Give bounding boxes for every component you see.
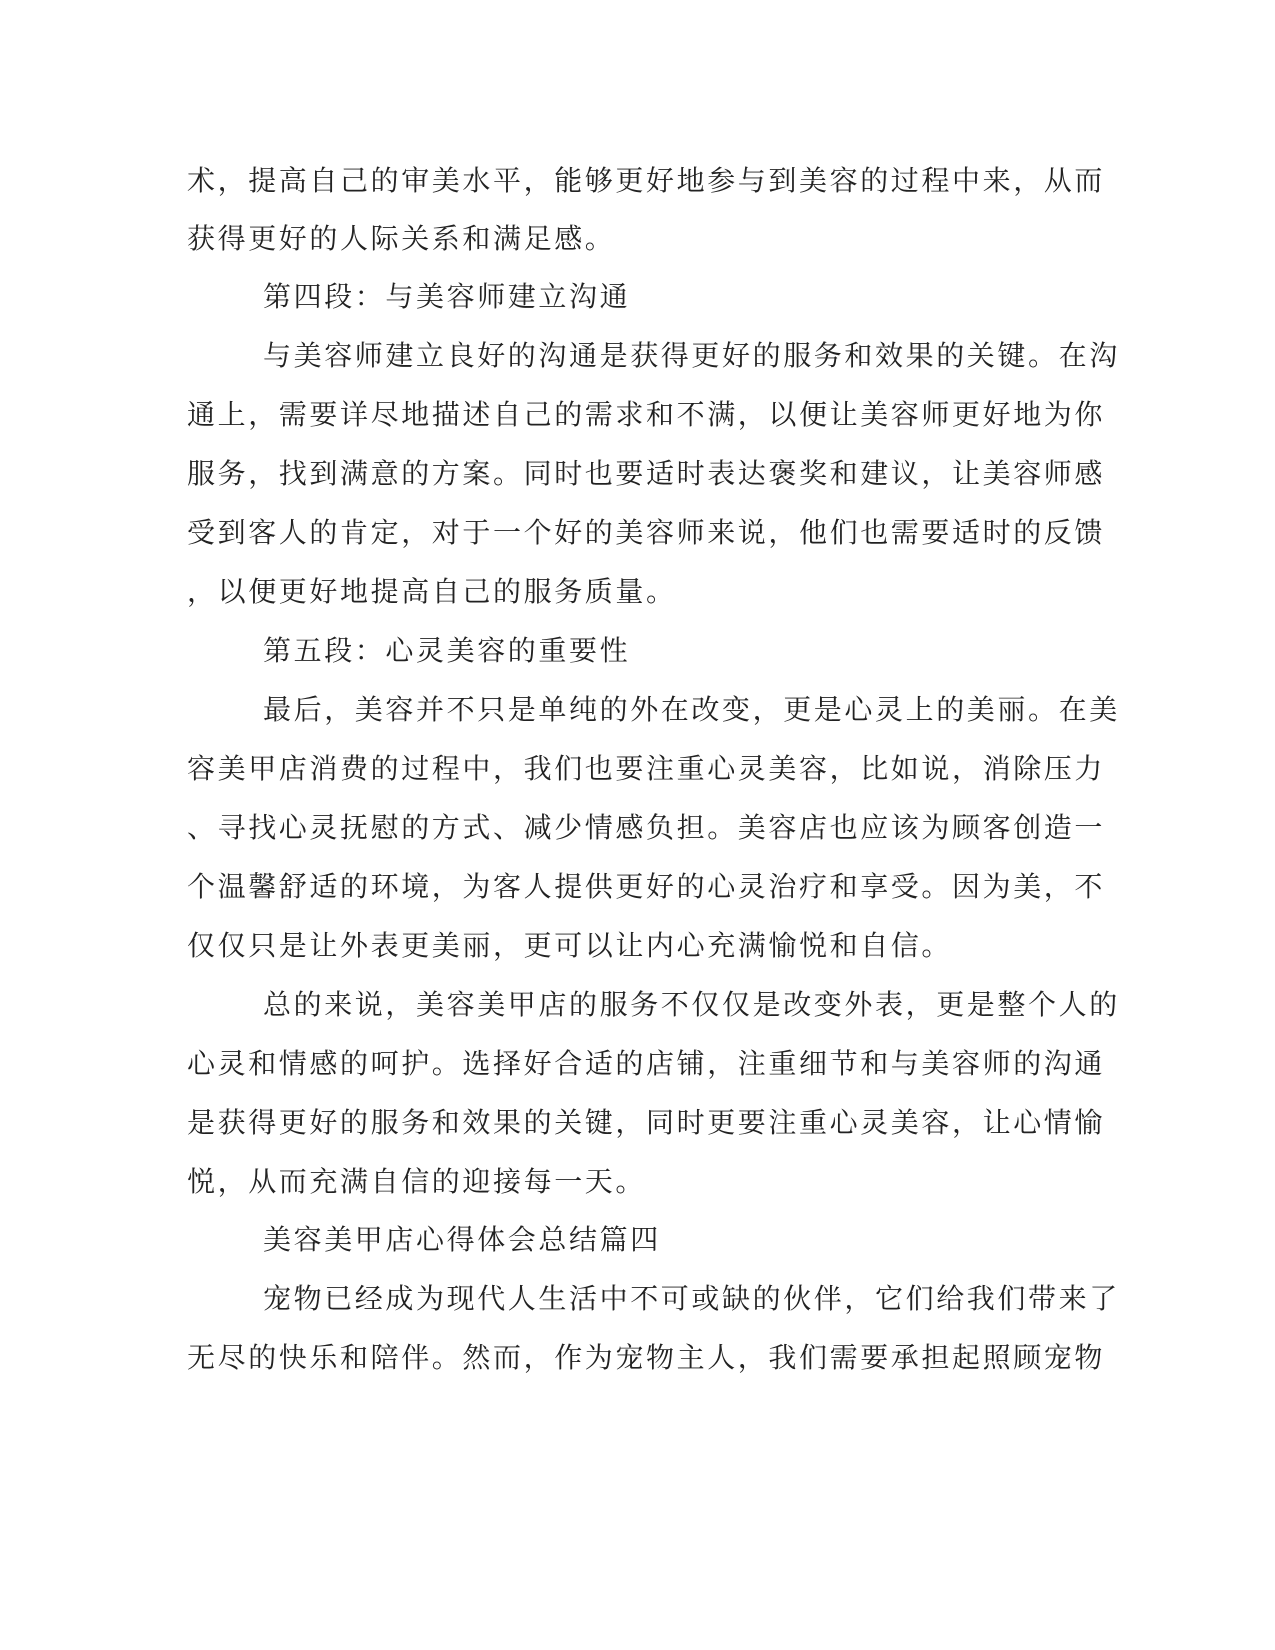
text-line: ，以便更好地提高自己的服务质量。 xyxy=(187,575,677,608)
text-line: 获得更好的人际关系和满足感。 xyxy=(187,222,616,255)
text-line: 宠物已经成为现代人生活中不可或缺的伙伴，它们给我们带来了 xyxy=(263,1282,1120,1315)
text-line: 最后，美容并不只是单纯的外在改变，更是心灵上的美丽。在美 xyxy=(263,693,1120,726)
section-heading: 第五段：心灵美容的重要性 xyxy=(263,634,631,667)
text-line: 服务，找到满意的方案。同时也要适时表达褒奖和建议，让美容师感 xyxy=(187,457,1106,490)
text-line: 个温馨舒适的环境，为客人提供更好的心灵治疗和享受。因为美，不 xyxy=(187,870,1106,903)
section-heading: 第四段：与美容师建立沟通 xyxy=(263,280,631,313)
text-line: 与美容师建立良好的沟通是获得更好的服务和效果的关键。在沟 xyxy=(263,339,1120,372)
text-line: 是获得更好的服务和效果的关键，同时更要注重心灵美容，让心情愉 xyxy=(187,1106,1106,1139)
text-line: 、寻找心灵抚慰的方式、减少情感负担。美容店也应该为顾客创造一 xyxy=(187,811,1106,844)
text-line: 仅仅只是让外表更美丽，更可以让内心充满愉悦和自信。 xyxy=(187,929,953,962)
text-line: 容美甲店消费的过程中，我们也要注重心灵美容，比如说，消除压力 xyxy=(187,752,1106,785)
section-heading: 美容美甲店心得体会总结篇四 xyxy=(263,1223,661,1256)
text-line: 悦，从而充满自信的迎接每一天。 xyxy=(187,1165,647,1198)
text-line: 受到客人的肯定，对于一个好的美容师来说，他们也需要适时的反馈 xyxy=(187,516,1106,549)
text-line: 总的来说，美容美甲店的服务不仅仅是改变外表，更是整个人的 xyxy=(263,988,1120,1021)
text-line: 无尽的快乐和陪伴。然而，作为宠物主人，我们需要承担起照顾宠物 xyxy=(187,1341,1106,1374)
text-line: 术，提高自己的审美水平，能够更好地参与到美容的过程中来，从而 xyxy=(187,164,1106,197)
text-line: 通上，需要详尽地描述自己的需求和不满，以便让美容师更好地为你 xyxy=(187,398,1106,431)
text-line: 心灵和情感的呵护。选择好合适的店铺，注重细节和与美容师的沟通 xyxy=(187,1047,1106,1080)
